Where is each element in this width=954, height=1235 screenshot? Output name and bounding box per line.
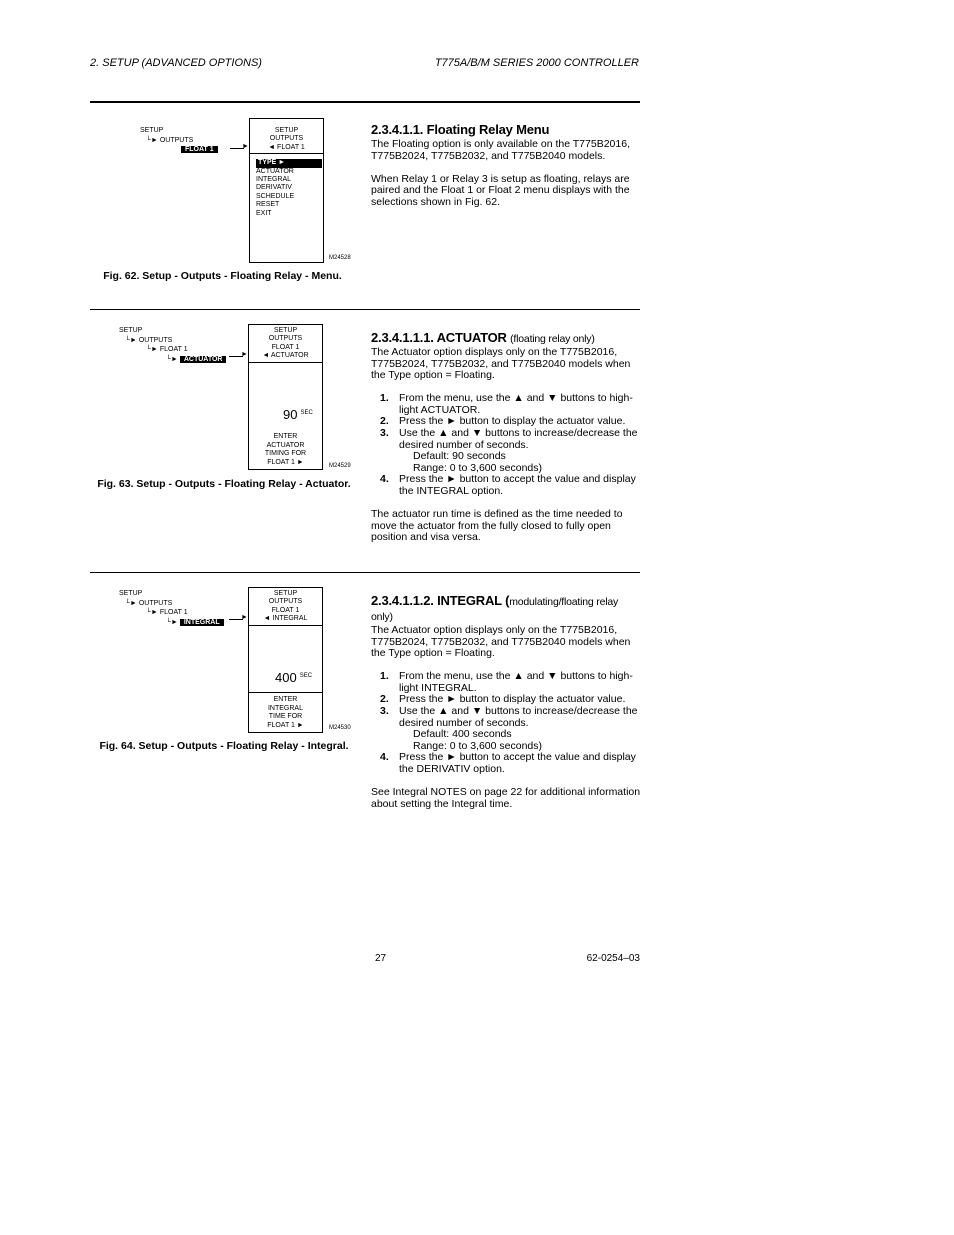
default-value: Default: 90 seconds (413, 450, 506, 463)
figure-code: M24529 (329, 463, 351, 469)
tree-item-float1: FLOAT 1 (159, 609, 188, 616)
paragraph: When Relay 1 or Relay 3 is setup as floating, relays are paired and the Float 1 or Float 2 menu displays with the selections shown in Fig. 62. (371, 172, 630, 208)
menu-tree (119, 589, 224, 627)
tree-item-integral: INTEGRAL (180, 619, 224, 626)
step-text: From the menu, use the ▲ and ▼ buttons to high-light ACTUATOR. (399, 392, 633, 416)
step-text: Press the ► button to display the actuator value. (399, 415, 626, 428)
value-unit: SEC (300, 410, 313, 416)
header-document-title: T775A/B/M SERIES 2000 CONTROLLER (434, 57, 639, 69)
value-readout (283, 407, 313, 422)
lcd-line: ◄ INTEGRAL (263, 615, 308, 623)
lcd-line: ACTUATOR (266, 441, 305, 449)
lcd-line: TIME FOR (268, 713, 303, 720)
figure-caption: Fig. 64. Setup - Outputs - Floating Relay - Integral. (99, 740, 349, 752)
menu-item-schedule: SCHEDULE (256, 192, 295, 200)
section-heading: 2.3.4.1.1. Floating Relay Menu (371, 122, 550, 137)
tree-item-actuator: ACTUATOR (180, 356, 227, 363)
range-value: Range: 0 to 3,600 seconds) (413, 739, 543, 752)
section-heading: 2.3.4.1.1.2. INTEGRAL ( (371, 593, 510, 608)
value-readout (275, 670, 312, 685)
lcd-line: FLOAT 1 (271, 606, 300, 614)
menu-item-actuator: ACTUATOR (256, 167, 294, 175)
page-number: 27 (375, 953, 387, 964)
step-list (371, 671, 641, 775)
default-value: Default: 400 seconds (413, 728, 512, 741)
step-number: 4. (380, 751, 389, 764)
lcd-line: OUTPUTS (268, 598, 303, 606)
header-rule (90, 101, 640, 103)
step-item (371, 428, 641, 474)
section-heading: 2.3.4.1.1.1. ACTUATOR (371, 330, 507, 345)
lcd-display (249, 118, 324, 263)
lcd-line: OUTPUTS (268, 335, 303, 343)
step-number: 1. (380, 670, 389, 683)
menu-item-reset: RESET (256, 201, 280, 209)
section-actuator (371, 330, 641, 555)
step-item (371, 706, 641, 752)
tree-arrow-icon: └► (166, 355, 178, 363)
pointer-arrow-icon: ► (241, 351, 248, 358)
step-text: From the menu, use the ▲ and ▼ buttons to high-light INTEGRAL. (399, 670, 633, 694)
step-item (371, 671, 641, 694)
tree-item-setup: SETUP (119, 327, 143, 334)
step-number: 1. (380, 392, 389, 405)
section-rule (90, 309, 640, 310)
lcd-line: SETUP (273, 327, 298, 334)
lcd-divider (249, 692, 322, 693)
paragraph: The Actuator option displays only on the T775B2016, T775B2024, T775B2032, and T775B2040 models when the Type option = Floating. (371, 346, 631, 382)
tree-item-outputs: OUTPUTS (138, 336, 173, 344)
lcd-line: OUTPUTS (269, 135, 304, 143)
menu-tree (119, 326, 226, 364)
section-integral (371, 593, 641, 822)
tree-arrow-icon: └► (166, 618, 178, 626)
tree-item-float1: FLOAT 1 (159, 346, 188, 353)
lcd-line: SETUP (273, 590, 298, 597)
paragraph: The actuator run time is defined as the time needed to move the actuator from the fully closed to fully open position and visa versa. (371, 508, 623, 544)
tree-arrow-icon: └► (125, 336, 137, 344)
lcd-line: TIMING FOR (264, 450, 307, 457)
step-text: Use the ▲ and ▼ buttons to increase/decrease the desired number of seconds. (399, 427, 638, 451)
lcd-display (248, 587, 323, 733)
lcd-display (248, 324, 323, 470)
step-text: Press the ► button to accept the value and display the DERIVATIV option. (399, 751, 636, 776)
lcd-line: FLOAT 1 ► (267, 721, 304, 729)
menu-tree (140, 126, 218, 155)
step-text: Use the ▲ and ▼ buttons to increase/decrease the desired number of seconds. (399, 705, 638, 729)
step-item (371, 393, 641, 416)
lcd-line: ◄ FLOAT 1 (268, 143, 305, 151)
step-text: Press the ► button to accept the value and display the INTEGRAL option. (399, 473, 636, 498)
step-text: Press the ► button to display the actuator value. (399, 693, 626, 706)
paragraph: See Integral NOTES on page 22 for additional information about setting the Integral time. (371, 786, 641, 810)
lcd-line: SETUP (274, 127, 299, 134)
step-number: 2. (380, 693, 389, 706)
figure-code: M24530 (329, 725, 351, 731)
step-number: 3. (380, 705, 389, 718)
tree-arrow-icon: └► (146, 136, 158, 144)
pointer-arrow-icon: ► (242, 143, 249, 150)
figure-caption: Fig. 62. Setup - Outputs - Floating Relay - Menu. (103, 270, 342, 282)
section-floating-relay-menu (371, 122, 641, 220)
value-number: 90 (283, 407, 298, 422)
paragraph: The Actuator option displays only on the T775B2016, T775B2024, T775B2032, and T775B2040 models when the Type option = Floating. (371, 624, 631, 660)
figure-caption: Fig. 63. Setup - Outputs - Floating Relay - Actuator. (97, 478, 351, 490)
tree-item-setup: SETUP (140, 127, 164, 134)
pointer-arrow-icon: ► (241, 614, 248, 621)
section-heading-note: modulating/floating relay only) (371, 596, 619, 623)
paragraph: The Floating option is only available on the T775B2016, T775B2024, T775B2032, and T775B2040 models. (371, 138, 630, 162)
figure-code: M24528 (329, 255, 351, 261)
value-number: 400 (275, 670, 297, 685)
tree-item-setup: SETUP (119, 590, 143, 597)
lcd-prompt (249, 696, 322, 730)
lcd-prompt (249, 433, 322, 467)
range-value: Range: 0 to 3,600 seconds) (413, 461, 543, 474)
menu-item-exit: EXIT (256, 209, 272, 217)
step-list (371, 393, 641, 497)
tree-arrow-icon: └► (146, 609, 158, 616)
tree-item-outputs: OUTPUTS (159, 136, 194, 144)
section-heading-note: (floating relay only) (510, 333, 595, 345)
tree-arrow-icon: └► (146, 346, 158, 353)
lcd-line: INTEGRAL (267, 704, 303, 712)
header-section-title: 2. SETUP (ADVANCED OPTIONS) (90, 57, 262, 69)
lcd-line: FLOAT 1 ► (267, 458, 304, 466)
step-number: 3. (380, 427, 389, 440)
lcd-line: ◄ ACTUATOR (262, 352, 309, 360)
section-rule (90, 572, 640, 573)
lcd-line: ENTER (273, 696, 298, 703)
document-number: 62-0254–03 (586, 953, 640, 964)
step-item (371, 752, 641, 775)
tree-arrow-icon: └► (125, 599, 137, 607)
step-item (371, 474, 641, 497)
lcd-line: ENTER (273, 433, 298, 440)
menu-item-derivativ: DERIVATIV (256, 184, 292, 192)
tree-item-float1: FLOAT 1 (181, 146, 218, 153)
lcd-line: FLOAT 1 (271, 343, 300, 351)
step-number: 2. (380, 415, 389, 428)
menu-item-type-selected: TYPE ► (256, 159, 322, 167)
menu-item-integral: INTEGRAL (256, 176, 292, 184)
tree-item-outputs: OUTPUTS (138, 599, 173, 607)
value-unit: SEC (299, 673, 313, 679)
step-number: 4. (380, 473, 389, 486)
